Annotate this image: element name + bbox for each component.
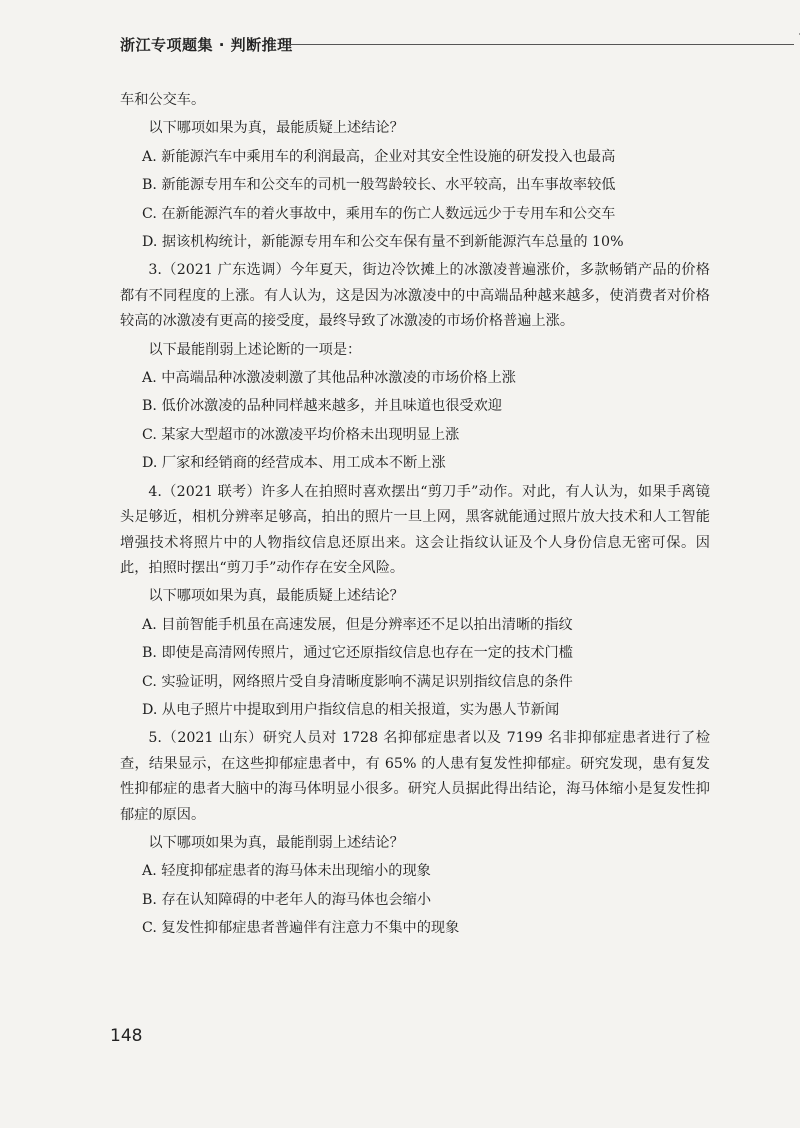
- text-paragraph: 车和公交车。: [120, 92, 206, 108]
- text-paragraph: 以下哪项如果为真，最能质疑上述结论？: [148, 588, 404, 605]
- text-paragraph: 以下哪项如果为真，最能质疑上述结论？: [148, 120, 404, 137]
- answer-option: D. 厂家和经销商的经营成本、用工成本不断上涨: [142, 455, 446, 472]
- running-header: [120, 30, 730, 62]
- answer-option: B. 新能源专用车和公交车的司机一般驾龄较长、水平较高，出车事故率较低: [142, 177, 616, 194]
- answer-option: D. 据该机构统计，新能源专用车和公交车保有量不到新能源汽车总量的 10%: [142, 234, 624, 251]
- answer-option: A. 中高端品种冰激凌刺激了其他品种冰激凌的市场价格上涨: [142, 370, 516, 387]
- text-paragraph: 以下哪项如果为真，最能削弱上述结论？: [148, 834, 404, 851]
- header-title: 浙江专项题集 · 判断推理: [120, 36, 293, 54]
- text-paragraph: 5.（2021 山东）研究人员对 1728 名抑郁症患者以及 7199 名非抑郁症患者进行了检查，结果显示，在这些抑郁症患者中，有 65% 的人患有复发性抑郁症。研究发现，患有复发性抑郁症的患者大脑中的海马体明显小很多。研究人员据此得出结论，海马体缩小是复发性抑郁症的原因。: [120, 730, 710, 823]
- text-paragraph: 4.（2021 联考）许多人在拍照时喜欢摆出“剪刀手”动作。对此，有人认为，如果手离镜头足够近，相机分辨率足够高，拍出的照片一旦上网，黑客就能通过照片放大技术和人工智能增强技术将照片中的人物指纹信息还原出来。这会让指纹认证及个人身份信息无密可保。因此，拍照时摆出“剪刀手”动作存在安全风险。: [120, 483, 710, 576]
- answer-option: B. 即使是高清网传照片，通过它还原指纹信息也存在一定的技术门槛: [142, 645, 573, 662]
- answer-option: C. 在新能源汽车的着火事故中，乘用车的伤亡人数远远少于专用车和公交车: [142, 205, 616, 222]
- page-content: [120, 88, 710, 945]
- answer-option: C. 实验证明，网络照片受自身清晰度影响不满足识别指纹信息的条件: [142, 673, 573, 690]
- answer-option: B. 低价冰激凌的品种同样越来越多，并且味道也很受欢迎: [142, 398, 502, 415]
- answer-option: C. 复发性抑郁症患者普遍伴有注意力不集中的现象: [142, 920, 460, 937]
- scan-edge: [0, 1100, 800, 1120]
- text-paragraph: 3.（2021 广东选调）今年夏天，街边冷饮摊上的冰激凌普遍涨价，多款畅销产品的价格都有不同程度的上涨。有人认为，这是因为冰激凌中的中高端品种越来越多，使消费者对价格较高的冰激凌有更高的接受度，最终导致了冰激凌的市场价格普遍上涨。: [120, 262, 710, 330]
- answer-option: C. 某家大型超市的冰激凌平均价格未出现明显上涨: [142, 426, 460, 443]
- answer-option: A. 轻度抑郁症患者的海马体未出现缩小的现象: [142, 863, 431, 880]
- page-number: 148: [110, 1026, 143, 1046]
- text-paragraph: 以下最能削弱上述论断的一项是：: [148, 341, 362, 358]
- answer-option: A. 新能源汽车中乘用车的利润最高，企业对其安全性设施的研发投入也最高: [142, 148, 616, 165]
- answer-option: B. 存在认知障碍的中老年人的海马体也会缩小: [142, 891, 432, 908]
- header-rule: [288, 44, 794, 45]
- answer-option: D. 从电子照片中提取到用户指纹信息的相关报道，实为愚人节新闻: [142, 701, 560, 718]
- sprout-icon: [796, 24, 800, 60]
- answer-option: A. 目前智能手机虽在高速发展，但是分辨率还不足以拍出清晰的指纹: [142, 616, 573, 633]
